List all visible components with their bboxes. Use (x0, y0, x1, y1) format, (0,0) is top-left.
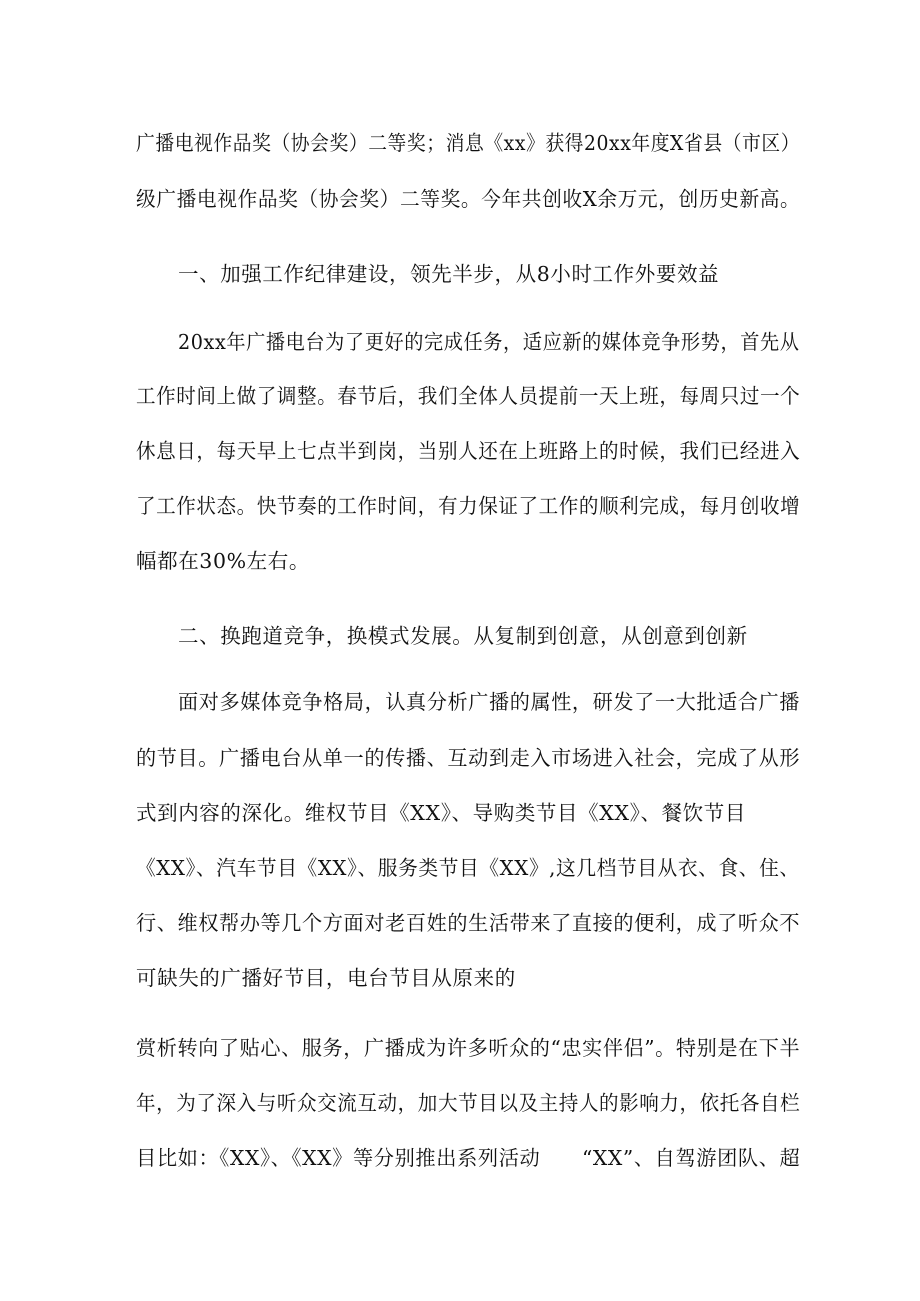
para4-line1: 赏析转向了贴心、服务，广播成为许多听众的“忠实伴侣”。特别是在下半 (136, 1036, 801, 1060)
para3-line3: 式到内容的深化。维权节目《XX》、导购类节目《XX》、餐饮节目 (136, 801, 746, 825)
para3-line5: 行、维权帮办等几个方面对老百姓的生活带来了直接的便利，成了听众不 (136, 911, 801, 935)
para2-line2: 工作时间上做了调整。春节后，我们全体人员提前一天上班，每周只过一个 (136, 384, 801, 408)
para2-line1: 20xx年广播电台为了更好的完成任务，适应新的媒体竞争形势，首先从 (178, 330, 800, 354)
para3-line6: 可缺失的广播好节目，电台节目从原来的 (136, 966, 516, 990)
section-heading-1: 一、加强工作纪律建设，领先半步，从8小时工作外要效益 (178, 262, 720, 286)
para2-line4: 了工作状态。快节奏的工作时间，有力保证了工作的顺利完成，每月创收增 (136, 494, 801, 518)
para3-line1: 面对多媒体竞争格局，认真分析广播的属性，研发了一大批适合广播 (178, 690, 800, 714)
para2-line3: 休息日，每天早上七点半到岗，当别人还在上班路上的时候，我们已经进入 (136, 439, 801, 463)
para2-line5: 幅都在30%左右。 (136, 549, 310, 573)
para1-line1: 广播电视作品奖（协会奖）二等奖；消息《xx》获得20xx年度X省县（市区） (136, 131, 801, 155)
para3-line4: 《XX》、汽车节目《XX》、服务类节目《XX》,这几档节目从衣、食、住、 (136, 856, 800, 880)
section-heading-2: 二、换跑道竞争，换模式发展。从复制到创意，从创意到创新 (178, 624, 748, 648)
para4-line3: 目比如：《XX》、《XX》等分别推出系列活动 “XX”、自驾游团队、超 (136, 1146, 801, 1170)
para1-line2: 级广播电视作品奖（协会奖）二等奖。今年共创收X余万元，创历史新高。 (136, 187, 801, 211)
para3-line2: 的节目。广播电台从单一的传播、互动到走入市场进入社会，完成了从形 (136, 746, 801, 770)
para4-line2: 年，为了深入与听众交流互动，加大节目以及主持人的影响力，依托各自栏 (136, 1091, 801, 1115)
